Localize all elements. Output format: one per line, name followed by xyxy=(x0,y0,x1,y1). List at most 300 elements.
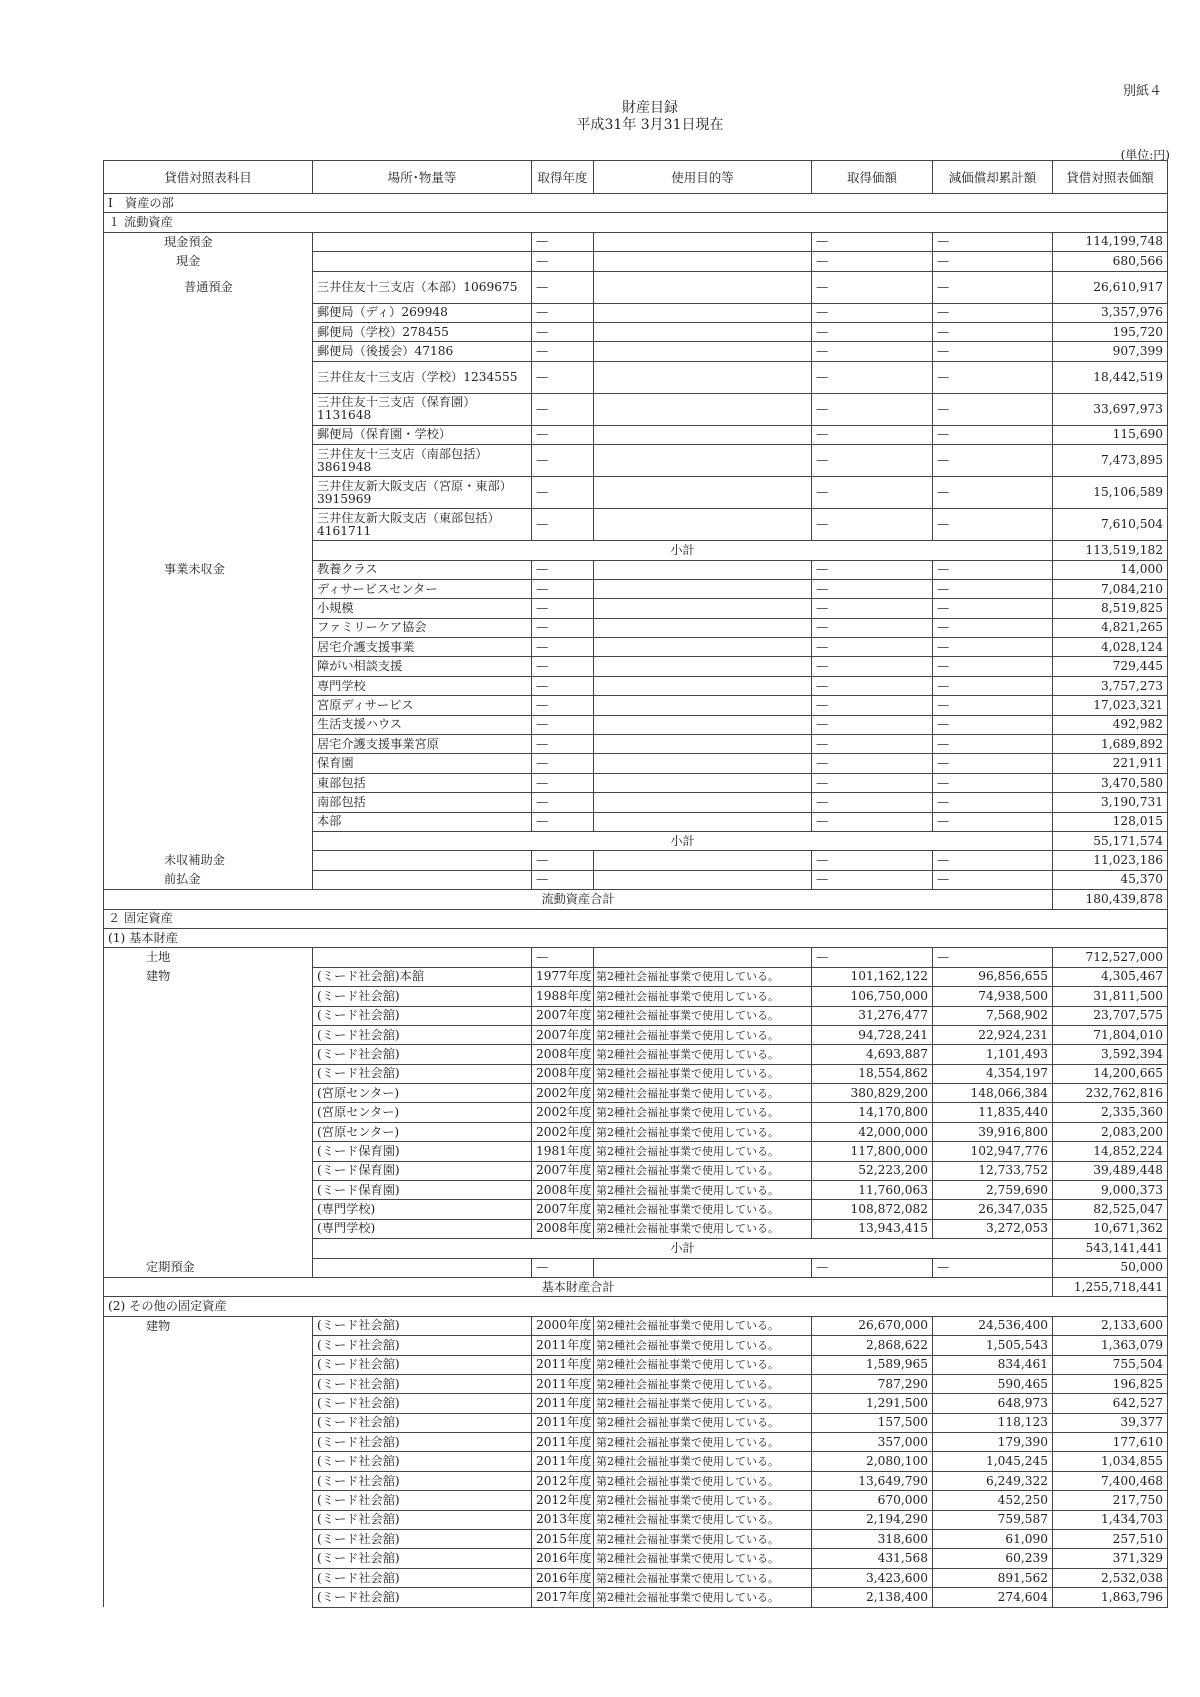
place-cell: 本部 xyxy=(313,812,532,831)
place-cell xyxy=(313,948,532,967)
book-value-cell: 195,720 xyxy=(1053,322,1168,341)
account-cell xyxy=(104,1161,313,1180)
table-row xyxy=(104,870,1168,889)
year-cell: 2012年度 xyxy=(532,1491,594,1510)
section-assets: Ⅰ 資産の部 xyxy=(104,194,1168,213)
year-cell: 2011年度 xyxy=(532,1413,594,1432)
depreciation-cell: 74,938,500 xyxy=(933,987,1053,1006)
depreciation-cell: 452,250 xyxy=(933,1491,1053,1510)
purpose-cell xyxy=(594,342,812,361)
cost-cell: 42,000,000 xyxy=(812,1122,933,1141)
purpose-cell: 第2種社会福祉事業で使用している。 xyxy=(594,1374,812,1393)
purpose-cell xyxy=(594,560,812,579)
account-cell xyxy=(104,1491,313,1510)
cost-cell: 13,943,415 xyxy=(812,1219,933,1238)
depreciation-cell: — xyxy=(933,560,1053,579)
book-value-cell: 7,400,468 xyxy=(1053,1471,1168,1490)
table-row xyxy=(104,1394,1168,1413)
year-cell: 2013年度 xyxy=(532,1510,594,1529)
place-cell: 三井住友十三支店（南部包括）3861948 xyxy=(313,445,532,477)
purpose-cell xyxy=(594,303,812,322)
cost-cell: 2,138,400 xyxy=(812,1588,933,1607)
place-cell: (ミード社会舘) xyxy=(313,1355,532,1374)
purpose-cell: 第2種社会福祉事業で使用している。 xyxy=(594,1142,812,1161)
depreciation-cell: 22,924,231 xyxy=(933,1025,1053,1044)
account-cell xyxy=(104,1588,313,1607)
account-cell xyxy=(104,1045,313,1064)
purpose-cell: 第2種社会福祉事業で使用している。 xyxy=(594,1452,812,1471)
subtotal-row xyxy=(104,831,1168,850)
year-cell: 2008年度 xyxy=(532,1219,594,1238)
book-value-cell: 492,982 xyxy=(1053,715,1168,734)
purpose-cell: 第2種社会福祉事業で使用している。 xyxy=(594,1161,812,1180)
purpose-cell xyxy=(594,425,812,444)
depreciation-cell: 60,239 xyxy=(933,1549,1053,1568)
book-value-cell: 1,689,892 xyxy=(1053,735,1168,754)
cost-cell: — xyxy=(812,599,933,618)
purpose-cell: 第2種社会福祉事業で使用している。 xyxy=(594,1413,812,1432)
table-row xyxy=(104,735,1168,754)
section-fixed-assets: ２ 固定資産 xyxy=(104,909,1168,928)
depreciation-cell: 148,066,384 xyxy=(933,1084,1053,1103)
book-value-cell: 729,445 xyxy=(1053,657,1168,676)
cost-cell: — xyxy=(812,657,933,676)
section-row xyxy=(104,1297,1168,1316)
table-row xyxy=(104,1142,1168,1161)
purpose-cell xyxy=(594,657,812,676)
account-cell xyxy=(104,579,313,598)
year-cell: — xyxy=(532,361,594,393)
table-row xyxy=(104,967,1168,986)
book-value-cell: 196,825 xyxy=(1053,1374,1168,1393)
purpose-cell: 第2種社会福祉事業で使用している。 xyxy=(594,1025,812,1044)
section-row xyxy=(104,928,1168,947)
book-value-cell: 4,305,467 xyxy=(1053,967,1168,986)
year-cell: — xyxy=(532,1258,594,1277)
account-cell xyxy=(104,1530,313,1549)
book-value-cell: 2,133,600 xyxy=(1053,1316,1168,1335)
place-cell: 三井住友新大阪支店（宮原・東部）3915969 xyxy=(313,477,532,509)
year-cell: 2002年度 xyxy=(532,1084,594,1103)
year-cell: 2007年度 xyxy=(532,1200,594,1219)
cost-cell: — xyxy=(812,579,933,598)
account-cell xyxy=(104,754,313,773)
table-row xyxy=(104,987,1168,1006)
book-value-cell: 14,000 xyxy=(1053,560,1168,579)
year-cell: — xyxy=(532,252,594,271)
table-row xyxy=(104,618,1168,637)
table-row xyxy=(104,579,1168,598)
book-value-cell: 3,190,731 xyxy=(1053,793,1168,812)
purpose-cell xyxy=(594,599,812,618)
book-value-cell: 9,000,373 xyxy=(1053,1181,1168,1200)
section-row xyxy=(104,194,1168,213)
table-row xyxy=(104,1161,1168,1180)
year-cell: — xyxy=(532,232,594,251)
cost-cell: 2,080,100 xyxy=(812,1452,933,1471)
account-cell xyxy=(104,676,313,695)
cost-cell: 1,291,500 xyxy=(812,1394,933,1413)
book-value-cell: 680,566 xyxy=(1053,252,1168,271)
depreciation-cell: 891,562 xyxy=(933,1568,1053,1587)
depreciation-cell: — xyxy=(933,232,1053,251)
place-cell: ディサービスセンター xyxy=(313,579,532,598)
book-value-cell: 17,023,321 xyxy=(1053,696,1168,715)
purpose-cell xyxy=(594,393,812,425)
purpose-cell: 第2種社会福祉事業で使用している。 xyxy=(594,1588,812,1607)
book-value-cell: 712,527,000 xyxy=(1053,948,1168,967)
place-cell: (ミード社会舘) xyxy=(313,1471,532,1490)
header-book-value: 貸借対照表価額 xyxy=(1053,161,1168,194)
depreciation-cell: 3,272,053 xyxy=(933,1219,1053,1238)
year-cell: 2011年度 xyxy=(532,1452,594,1471)
cost-cell: — xyxy=(812,618,933,637)
cost-cell: 31,276,477 xyxy=(812,1006,933,1025)
account-cell xyxy=(104,793,313,812)
attachment-label: 別紙４ xyxy=(1122,84,1162,99)
year-cell: — xyxy=(532,509,594,541)
account-cell xyxy=(104,715,313,734)
section-row xyxy=(104,909,1168,928)
place-cell: 保育園 xyxy=(313,754,532,773)
account-cell xyxy=(104,1122,313,1141)
cost-cell: — xyxy=(812,560,933,579)
account-cell: 土地 xyxy=(104,948,313,967)
table-row xyxy=(104,1006,1168,1025)
depreciation-cell: 118,123 xyxy=(933,1413,1053,1432)
account-cell xyxy=(104,599,313,618)
book-value-cell: 14,852,224 xyxy=(1053,1142,1168,1161)
purpose-cell: 第2種社会福祉事業で使用している。 xyxy=(594,987,812,1006)
depreciation-cell: — xyxy=(933,754,1053,773)
book-value-cell: 23,707,575 xyxy=(1053,1006,1168,1025)
purpose-cell: 第2種社会福祉事業で使用している。 xyxy=(594,1549,812,1568)
cost-cell: — xyxy=(812,252,933,271)
book-value-cell: 1,863,796 xyxy=(1053,1588,1168,1607)
cost-cell: — xyxy=(812,342,933,361)
cost-cell: 431,568 xyxy=(812,1549,933,1568)
account-cell xyxy=(104,303,313,322)
depreciation-cell: — xyxy=(933,252,1053,271)
cost-cell: — xyxy=(812,477,933,509)
purpose-cell: 第2種社会福祉事業で使用している。 xyxy=(594,1200,812,1219)
year-cell: — xyxy=(532,425,594,444)
place-cell: (ミード社会舘) xyxy=(313,1568,532,1587)
year-cell: — xyxy=(532,676,594,695)
account-cell xyxy=(104,393,313,425)
depreciation-cell: 759,587 xyxy=(933,1510,1053,1529)
book-value-cell: 907,399 xyxy=(1053,342,1168,361)
table-row xyxy=(104,754,1168,773)
place-cell: (宮原センター) xyxy=(313,1122,532,1141)
book-value-cell: 2,335,360 xyxy=(1053,1103,1168,1122)
depreciation-cell: — xyxy=(933,303,1053,322)
place-cell: (ミード保育園) xyxy=(313,1161,532,1180)
year-cell: 2008年度 xyxy=(532,1045,594,1064)
place-cell: 南部包括 xyxy=(313,793,532,812)
place-cell: (ミード社会舘) xyxy=(313,1374,532,1393)
table-row xyxy=(104,393,1168,425)
table-row xyxy=(104,1491,1168,1510)
account-cell xyxy=(104,1355,313,1374)
purpose-cell: 第2種社会福祉事業で使用している。 xyxy=(594,967,812,986)
table-row xyxy=(104,1084,1168,1103)
book-value-cell: 1,363,079 xyxy=(1053,1336,1168,1355)
table-row xyxy=(104,657,1168,676)
place-cell: (ミード社会舘) xyxy=(313,1510,532,1529)
account-cell xyxy=(104,1452,313,1471)
table-row xyxy=(104,232,1168,251)
document-title: 財産目録 xyxy=(622,100,678,116)
cost-cell: — xyxy=(812,851,933,870)
purpose-cell xyxy=(594,579,812,598)
place-cell: (ミード社会舘) xyxy=(313,1316,532,1335)
table-row xyxy=(104,1258,1168,1277)
account-cell: 現金 xyxy=(104,252,313,271)
depreciation-cell: — xyxy=(933,361,1053,393)
depreciation-cell: 1,045,245 xyxy=(933,1452,1053,1471)
table-row xyxy=(104,851,1168,870)
purpose-cell: 第2種社会福祉事業で使用している。 xyxy=(594,1530,812,1549)
header-place: 場所･物量等 xyxy=(313,161,532,194)
place-cell: 郵便局（学校）278455 xyxy=(313,322,532,341)
cost-cell: — xyxy=(812,322,933,341)
table-row xyxy=(104,1433,1168,1452)
year-cell: — xyxy=(532,303,594,322)
cost-cell: 14,170,800 xyxy=(812,1103,933,1122)
account-cell xyxy=(104,1239,313,1258)
year-cell: — xyxy=(532,445,594,477)
account-cell xyxy=(104,322,313,341)
book-value-cell: 45,370 xyxy=(1053,870,1168,889)
book-value-cell: 82,525,047 xyxy=(1053,1200,1168,1219)
account-cell xyxy=(104,1336,313,1355)
year-cell: 2011年度 xyxy=(532,1374,594,1393)
book-value-cell: 221,911 xyxy=(1053,754,1168,773)
purpose-cell xyxy=(594,252,812,271)
account-cell xyxy=(104,1064,313,1083)
book-value-cell: 33,697,973 xyxy=(1053,393,1168,425)
cost-cell: — xyxy=(812,676,933,695)
purpose-cell xyxy=(594,477,812,509)
year-cell: — xyxy=(532,754,594,773)
section-basic-property: (1) 基本財産 xyxy=(104,928,1168,947)
cost-cell: — xyxy=(812,870,933,889)
place-cell: (ミード社会舘) xyxy=(313,1588,532,1607)
book-value-cell: 1,434,703 xyxy=(1053,1510,1168,1529)
year-cell: 2008年度 xyxy=(532,1064,594,1083)
place-cell: 障がい相談支援 xyxy=(313,657,532,676)
account-cell: 定期預金 xyxy=(104,1258,313,1277)
place-cell: (ミード保育園) xyxy=(313,1181,532,1200)
table-row xyxy=(104,1471,1168,1490)
table-row xyxy=(104,599,1168,618)
book-value-cell: 642,527 xyxy=(1053,1394,1168,1413)
subtotal-value: 113,519,182 xyxy=(1053,541,1168,560)
place-cell xyxy=(313,1258,532,1277)
subtotal-label: 小計 xyxy=(313,831,1053,850)
book-value-cell: 71,804,010 xyxy=(1053,1025,1168,1044)
table-row xyxy=(104,715,1168,734)
book-value-cell: 3,357,976 xyxy=(1053,303,1168,322)
depreciation-cell: — xyxy=(933,1258,1053,1277)
book-value-cell: 3,470,580 xyxy=(1053,773,1168,792)
depreciation-cell: 12,733,752 xyxy=(933,1161,1053,1180)
account-cell xyxy=(104,657,313,676)
account-cell xyxy=(104,1394,313,1413)
depreciation-cell: — xyxy=(933,618,1053,637)
table-row xyxy=(104,361,1168,393)
account-cell xyxy=(104,987,313,1006)
cost-cell: — xyxy=(812,948,933,967)
year-cell: 2016年度 xyxy=(532,1568,594,1587)
depreciation-cell: — xyxy=(933,735,1053,754)
book-value-cell: 755,504 xyxy=(1053,1355,1168,1374)
book-value-cell: 177,610 xyxy=(1053,1433,1168,1452)
year-cell: 2007年度 xyxy=(532,1006,594,1025)
depreciation-cell: 179,390 xyxy=(933,1433,1053,1452)
book-value-cell: 11,023,186 xyxy=(1053,851,1168,870)
account-cell xyxy=(104,735,313,754)
account-cell xyxy=(104,445,313,477)
table-row xyxy=(104,1413,1168,1432)
depreciation-cell: 648,973 xyxy=(933,1394,1053,1413)
depreciation-cell: 1,505,543 xyxy=(933,1336,1053,1355)
place-cell: (ミード社会舘) xyxy=(313,1394,532,1413)
account-cell xyxy=(104,618,313,637)
purpose-cell xyxy=(594,948,812,967)
table-row xyxy=(104,1122,1168,1141)
table-row xyxy=(104,1064,1168,1083)
place-cell: (専門学校) xyxy=(313,1200,532,1219)
subtotal-row xyxy=(104,541,1168,560)
account-cell xyxy=(104,638,313,657)
depreciation-cell: — xyxy=(933,715,1053,734)
cost-cell: 318,600 xyxy=(812,1530,933,1549)
account-cell xyxy=(104,1084,313,1103)
subtotal-label: 小計 xyxy=(313,541,1053,560)
cost-cell: 94,728,241 xyxy=(812,1025,933,1044)
place-cell xyxy=(313,252,532,271)
year-cell: — xyxy=(532,657,594,676)
purpose-cell: 第2種社会福祉事業で使用している。 xyxy=(594,1471,812,1490)
depreciation-cell: — xyxy=(933,579,1053,598)
place-cell: 郵便局（後援会）47186 xyxy=(313,342,532,361)
total-label: 流動資産合計 xyxy=(104,890,1053,909)
depreciation-cell: — xyxy=(933,599,1053,618)
place-cell: (宮原センター) xyxy=(313,1084,532,1103)
table-row xyxy=(104,509,1168,541)
book-value-cell: 1,034,855 xyxy=(1053,1452,1168,1471)
cost-cell: 380,829,200 xyxy=(812,1084,933,1103)
depreciation-cell: — xyxy=(933,445,1053,477)
purpose-cell xyxy=(594,715,812,734)
purpose-cell: 第2種社会福祉事業で使用している。 xyxy=(594,1045,812,1064)
table-row xyxy=(104,1549,1168,1568)
year-cell: 2000年度 xyxy=(532,1316,594,1335)
place-cell: (ミード社会舘) xyxy=(313,1025,532,1044)
book-value-cell: 7,473,895 xyxy=(1053,445,1168,477)
depreciation-cell: — xyxy=(933,773,1053,792)
book-value-cell: 7,084,210 xyxy=(1053,579,1168,598)
table-row xyxy=(104,1568,1168,1587)
book-value-cell: 217,750 xyxy=(1053,1491,1168,1510)
table-row xyxy=(104,1200,1168,1219)
cost-cell: — xyxy=(812,425,933,444)
cost-cell: — xyxy=(812,773,933,792)
place-cell: (ミード社会舘) xyxy=(313,1530,532,1549)
total-row xyxy=(104,1277,1168,1296)
year-cell: — xyxy=(532,851,594,870)
purpose-cell: 第2種社会福祉事業で使用している。 xyxy=(594,1006,812,1025)
purpose-cell: 第2種社会福祉事業で使用している。 xyxy=(594,1510,812,1529)
depreciation-cell: 834,461 xyxy=(933,1355,1053,1374)
table-row xyxy=(104,342,1168,361)
purpose-cell xyxy=(594,851,812,870)
header-purpose: 使用目的等 xyxy=(594,161,812,194)
cost-cell: 787,290 xyxy=(812,1374,933,1393)
account-cell xyxy=(104,1142,313,1161)
book-value-cell: 26,610,917 xyxy=(1053,271,1168,303)
header-cost: 取得価額 xyxy=(812,161,933,194)
cost-cell: 357,000 xyxy=(812,1433,933,1452)
table-row xyxy=(104,696,1168,715)
year-cell: — xyxy=(532,599,594,618)
book-value-cell: 257,510 xyxy=(1053,1530,1168,1549)
place-cell: (ミード社会舘) xyxy=(313,1452,532,1471)
header-year: 取得年度 xyxy=(532,161,594,194)
place-cell: 居宅介護支援事業 xyxy=(313,638,532,657)
cost-cell: 26,670,000 xyxy=(812,1316,933,1335)
account-cell xyxy=(104,1181,313,1200)
total-value: 180,439,878 xyxy=(1053,890,1168,909)
table-row xyxy=(104,1530,1168,1549)
header-account: 貸借対照表科目 xyxy=(104,161,313,194)
cost-cell: — xyxy=(812,638,933,657)
depreciation-cell: — xyxy=(933,322,1053,341)
place-cell xyxy=(313,851,532,870)
table-row xyxy=(104,1452,1168,1471)
year-cell: — xyxy=(532,793,594,812)
table-row xyxy=(104,477,1168,509)
subtotal-label: 小計 xyxy=(313,1239,1053,1258)
place-cell xyxy=(313,870,532,889)
book-value-cell: 31,811,500 xyxy=(1053,987,1168,1006)
year-cell: 1977年度 xyxy=(532,967,594,986)
place-cell: 居宅介護支援事業宮原 xyxy=(313,735,532,754)
year-cell: — xyxy=(532,322,594,341)
account-cell: 事業未収金 xyxy=(104,560,313,579)
depreciation-cell: — xyxy=(933,425,1053,444)
cost-cell: — xyxy=(812,445,933,477)
section-current-assets: １ 流動資産 xyxy=(104,213,1168,232)
account-cell: 現金預金 xyxy=(104,232,313,251)
document-date: 平成31年 3月31日現在 xyxy=(576,117,724,133)
account-cell xyxy=(104,1549,313,1568)
book-value-cell: 10,671,362 xyxy=(1053,1219,1168,1238)
account-cell xyxy=(104,1568,313,1587)
place-cell: 宮原ディサービス xyxy=(313,696,532,715)
section-row xyxy=(104,213,1168,232)
year-cell: 2011年度 xyxy=(532,1394,594,1413)
purpose-cell: 第2種社会福祉事業で使用している。 xyxy=(594,1103,812,1122)
account-cell: 建物 xyxy=(104,1316,313,1335)
place-cell: (ミード保育園) xyxy=(313,1142,532,1161)
depreciation-cell: 1,101,493 xyxy=(933,1045,1053,1064)
book-value-cell: 4,821,265 xyxy=(1053,618,1168,637)
year-cell: 2011年度 xyxy=(532,1336,594,1355)
place-cell: 三井住友新大阪支店（東部包括）4161711 xyxy=(313,509,532,541)
